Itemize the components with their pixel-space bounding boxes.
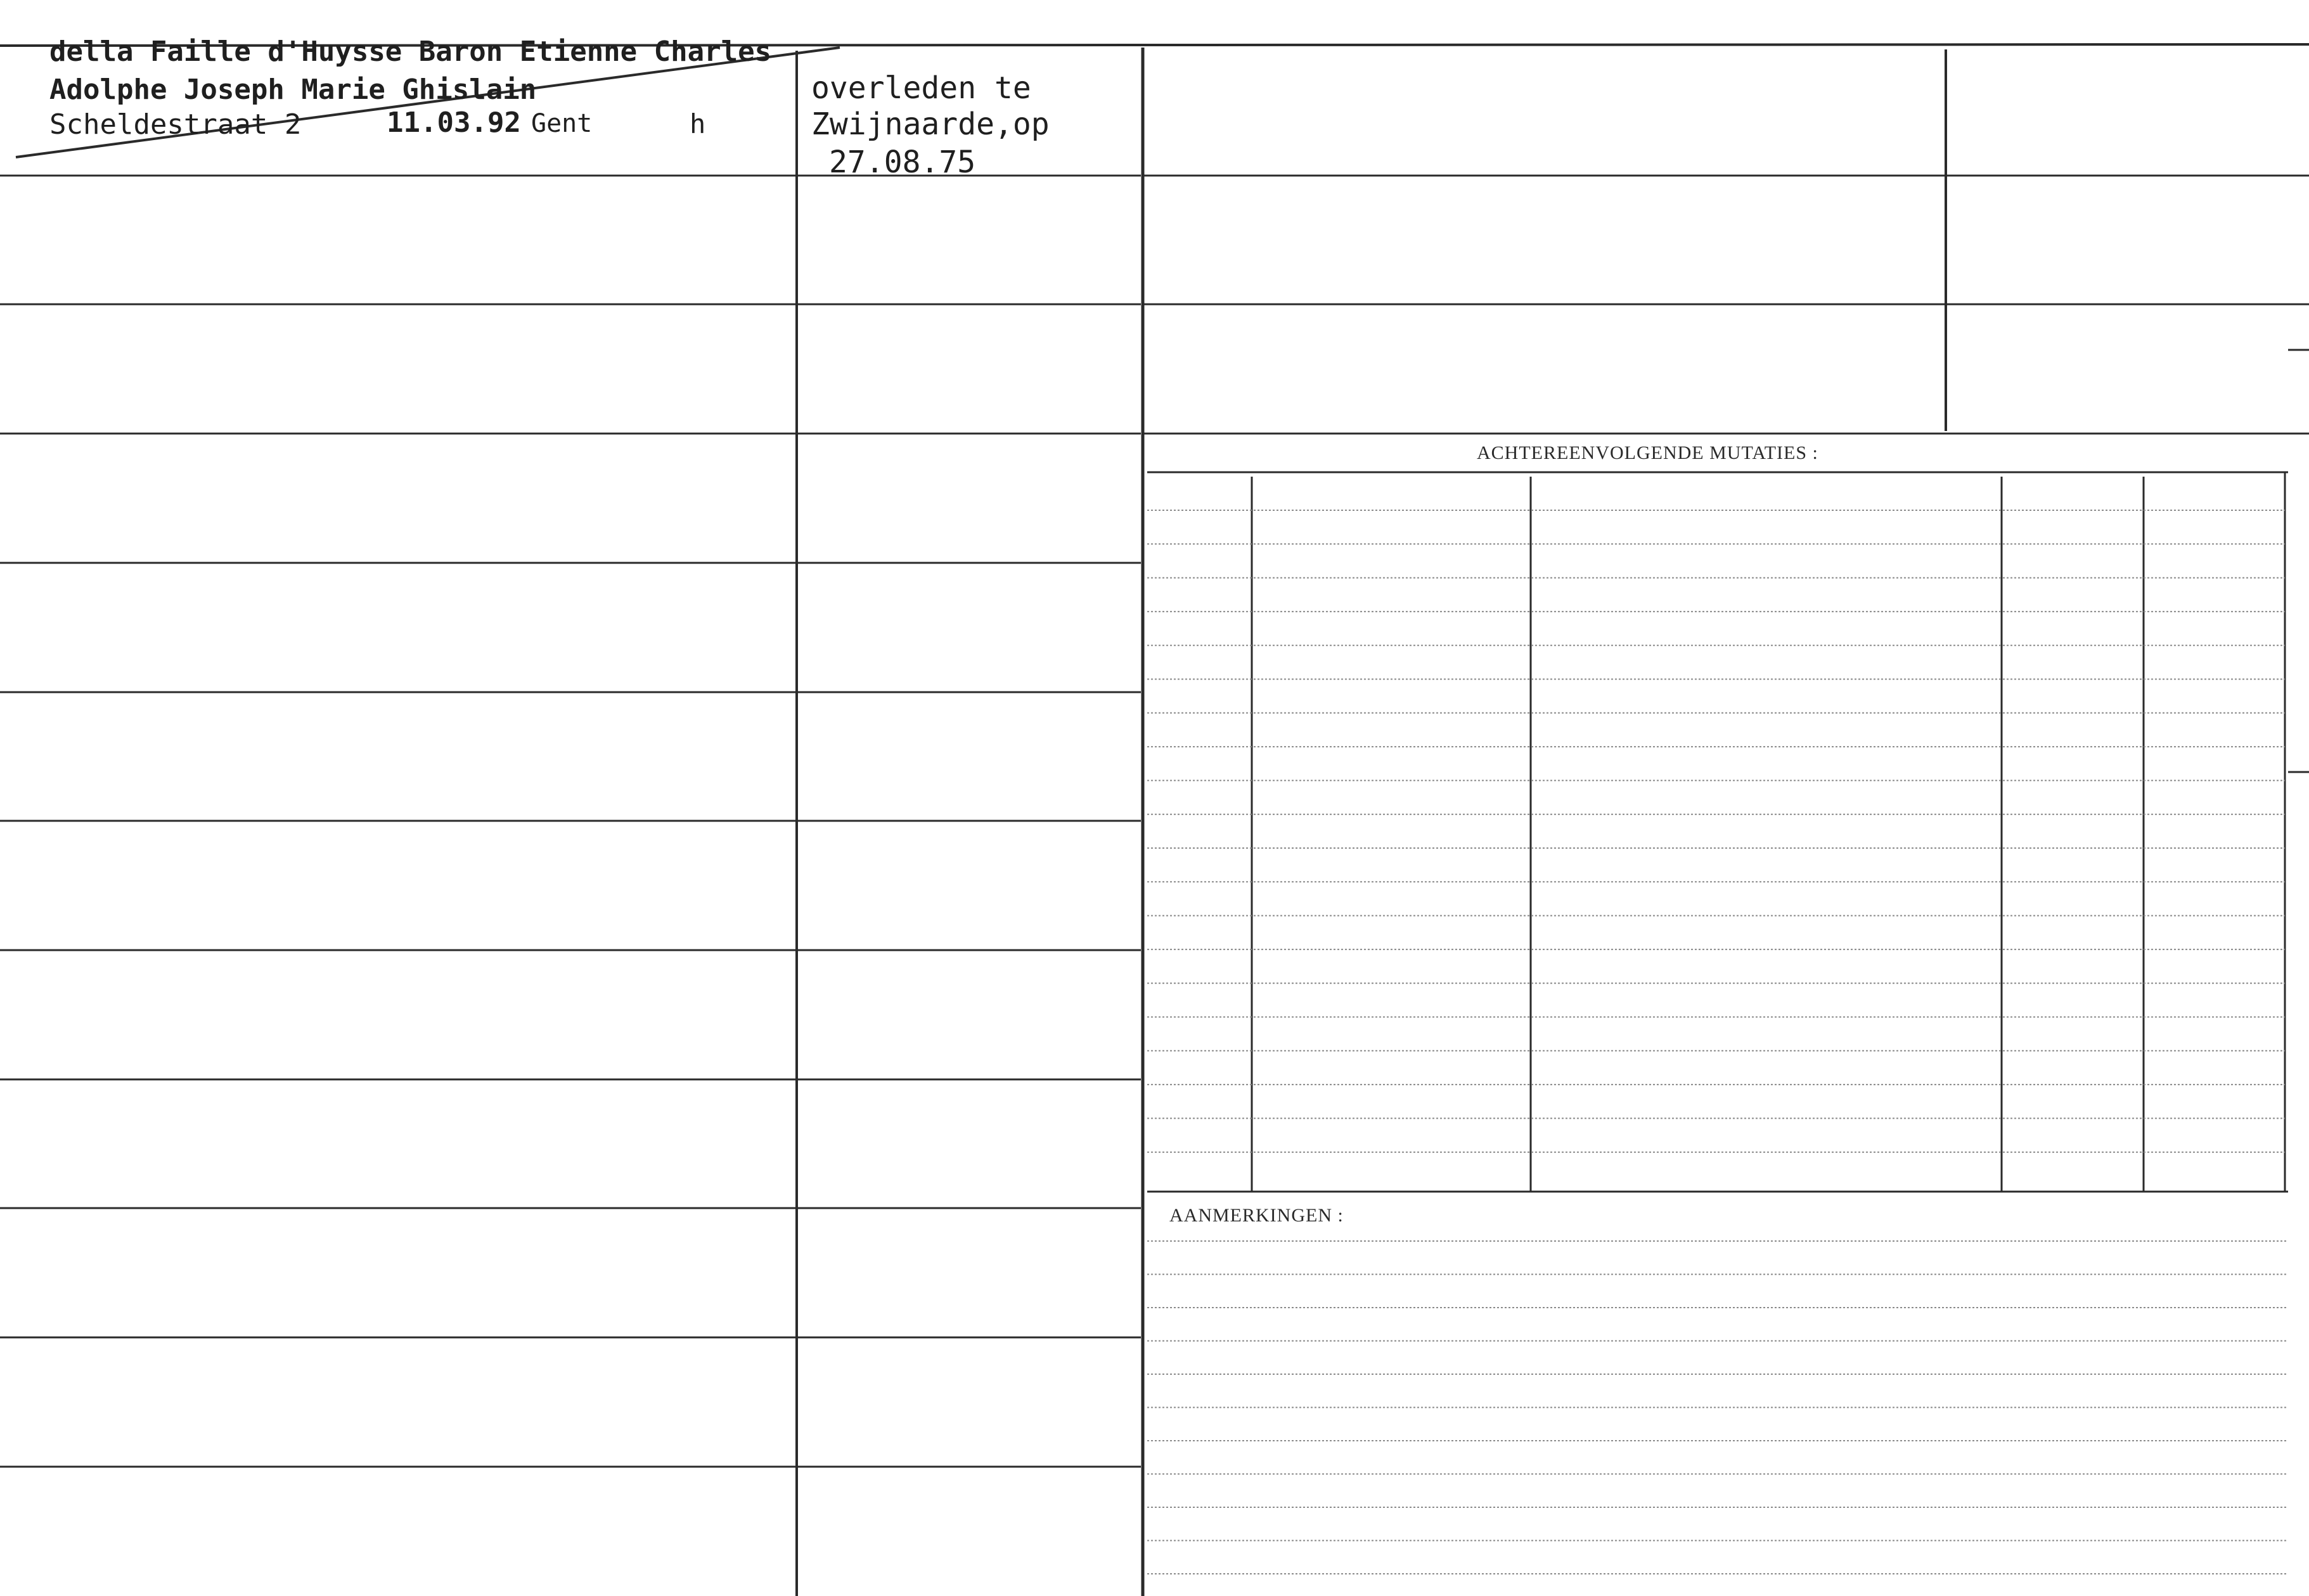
remarks-heading: AANMERKINGEN :: [1169, 1205, 1344, 1226]
solid-rules: [0, 44, 2309, 1596]
birth-date-value: 11.03.92: [387, 106, 521, 139]
address-value: Scheldestraat 2: [49, 108, 302, 141]
dotted-rules: [1147, 510, 2288, 1574]
person-name-line-1: della Faille d'Huysse Baron Etienne Charles: [49, 35, 772, 68]
remark-line-3: 27.08.75: [829, 145, 976, 180]
mutations-heading: ACHTEREENVOLGENDE MUTATIES :: [1477, 442, 1818, 463]
person-name-line-2: Adolphe Joseph Marie Ghislain: [49, 74, 537, 106]
sex-value: h: [690, 108, 706, 139]
remark-line-1: overleden te: [811, 70, 1031, 106]
remark-line-2: Zwijnaarde,op: [811, 106, 1050, 142]
birth-place-value: Gent: [531, 109, 593, 138]
